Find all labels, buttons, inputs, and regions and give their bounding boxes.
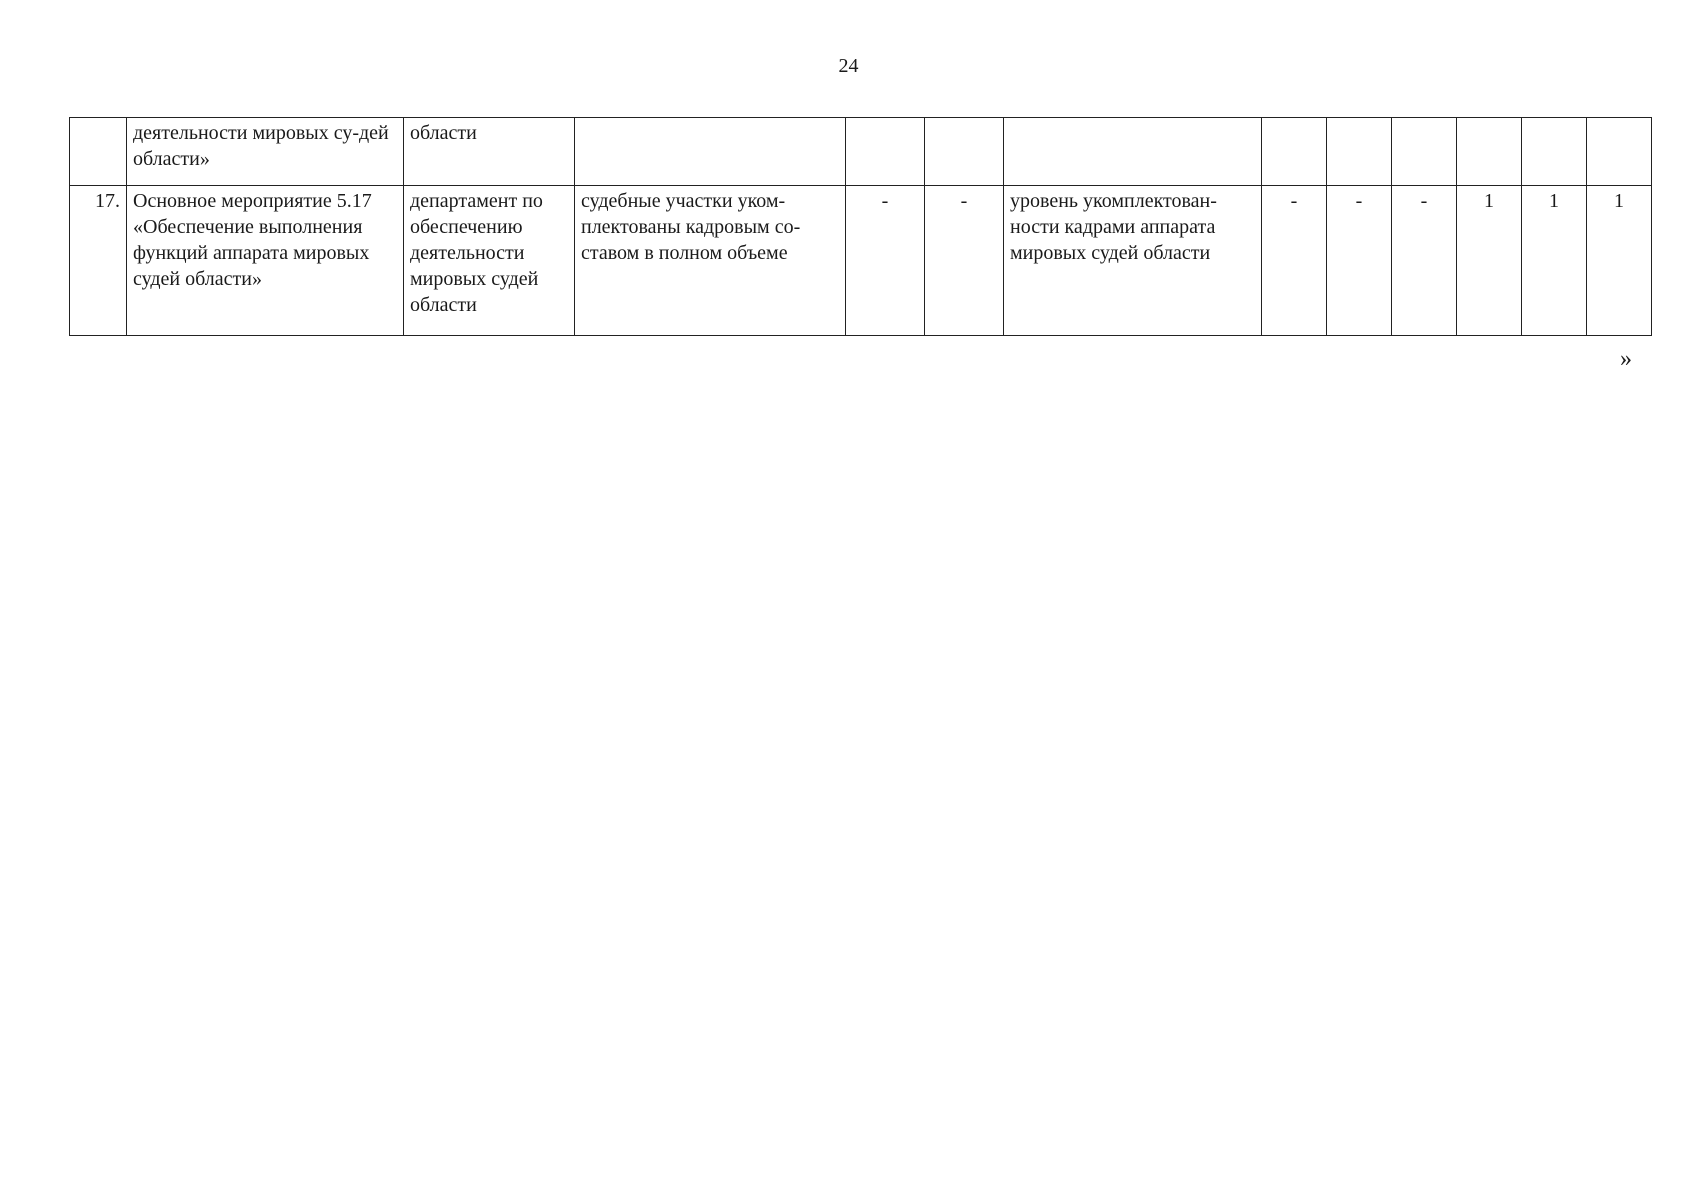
cell-value-4 [1457, 118, 1522, 186]
cell-value-6: 1 [1587, 186, 1652, 336]
cell-value-4: 1 [1457, 186, 1522, 336]
cell-number: 17. [70, 186, 127, 336]
cell-col5: - [846, 186, 925, 336]
cell-expected-result [575, 118, 846, 186]
cell-value-1 [1262, 118, 1327, 186]
cell-value-3: - [1392, 186, 1457, 336]
table-row [70, 186, 1652, 336]
cell-number [70, 118, 127, 186]
cell-value-6 [1587, 118, 1652, 186]
cell-value-1: - [1262, 186, 1327, 336]
cell-activity-name: Основное мероприятие 5.17 «Обеспечение выполнения функций аппарата мировых судей области» [127, 186, 404, 336]
cell-value-5: 1 [1522, 186, 1587, 336]
cell-value-2: - [1327, 186, 1392, 336]
cell-expected-result: судебные участки уком-плектованы кадровым со-ставом в полном объеме [575, 186, 846, 336]
page-number: 24 [838, 55, 859, 77]
program-activities-table [69, 117, 1652, 336]
closing-quote-mark: » [1620, 346, 1632, 372]
cell-value-3 [1392, 118, 1457, 186]
cell-indicator: уровень укомплектован-ности кадрами аппарата мировых судей области [1004, 186, 1262, 336]
cell-activity-name: деятельности мировых су-дей области» [127, 118, 404, 186]
table-row [70, 118, 1652, 186]
cell-value-5 [1522, 118, 1587, 186]
cell-value-2 [1327, 118, 1392, 186]
cell-executor: департамент по обеспечению деятельности мировых судей области [404, 186, 575, 336]
cell-col5 [846, 118, 925, 186]
cell-executor: области [404, 118, 575, 186]
cell-indicator [1004, 118, 1262, 186]
cell-col6: - [925, 186, 1004, 336]
cell-col6 [925, 118, 1004, 186]
